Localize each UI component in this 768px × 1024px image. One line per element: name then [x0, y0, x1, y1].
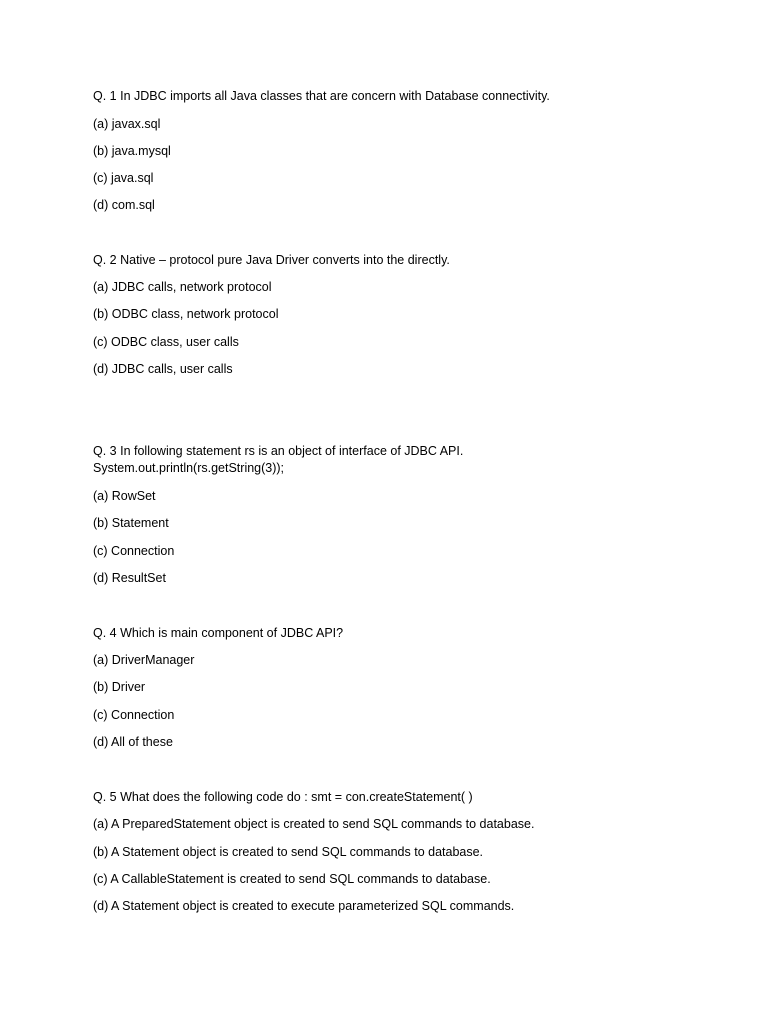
question-4-option-c: (c) Connection	[93, 708, 175, 722]
question-2-option-a: (a) JDBC calls, network protocol	[93, 280, 272, 294]
question-5-text: Q. 5 What does the following code do : smt = con.createStatement( )	[93, 790, 473, 804]
question-2-option-b: (b) ODBC class, network protocol	[93, 307, 279, 321]
question-3-code: System.out.println(rs.getString(3));	[93, 461, 285, 475]
question-2-option-d: (d) JDBC calls, user calls	[93, 362, 233, 376]
question-5-option-d: (d) A Statement object is created to execute parameterized SQL commands.	[93, 899, 515, 913]
question-3-option-a: (a) RowSet	[93, 489, 156, 503]
question-3-option-d: (d) ResultSet	[93, 571, 166, 585]
question-3-text: Q. 3 In following statement rs is an object of interface of JDBC API.	[93, 444, 464, 458]
question-1-option-c: (c) java.sql	[93, 171, 154, 185]
question-3-option-c: (c) Connection	[93, 544, 175, 558]
question-4-option-a: (a) DriverManager	[93, 653, 195, 667]
question-4-option-d: (d) All of these	[93, 735, 173, 749]
question-5-option-a: (a) A PreparedStatement object is created to send SQL commands to database.	[93, 817, 535, 831]
question-5-option-b: (b) A Statement object is created to send SQL commands to database.	[93, 845, 484, 859]
question-4-option-b: (b) Driver	[93, 680, 146, 694]
question-3-option-b: (b) Statement	[93, 516, 169, 530]
question-1-text: Q. 1 In JDBC imports all Java classes that are concern with Database connectivity.	[93, 89, 550, 103]
question-5-option-c: (c) A CallableStatement is created to send SQL commands to database.	[93, 872, 491, 886]
question-1-option-b: (b) java.mysql	[93, 144, 171, 158]
question-2-text: Q. 2 Native – protocol pure Java Driver converts into the directly.	[93, 253, 450, 267]
question-4-text: Q. 4 Which is main component of JDBC API?	[93, 626, 344, 640]
question-1-option-a: (a) javax.sql	[93, 117, 161, 131]
question-2-option-c: (c) ODBC class, user calls	[93, 335, 239, 349]
question-1-option-d: (d) com.sql	[93, 198, 155, 212]
